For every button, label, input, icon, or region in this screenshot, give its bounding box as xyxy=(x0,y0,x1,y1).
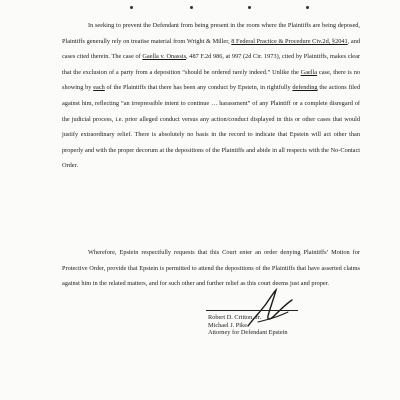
citation-treatise: 8 Federal Practice & Procedure Civ.2d, §2041 xyxy=(231,37,348,45)
signature-block xyxy=(208,314,288,337)
text-run: , and cases cited therein. The case of xyxy=(62,37,360,61)
signer-name-2: Michael J. Pike xyxy=(208,321,247,329)
case-name-short: Gaella xyxy=(300,68,318,76)
header-dot xyxy=(306,6,309,9)
text-run: In seeking to prevent the Defendant from being present in the room where the Plaintiffs are being deposed, Plaintiffs generally rely on treatise material from Wright & Miller, xyxy=(62,22,360,45)
header-dot xyxy=(248,6,251,9)
text-run: the actions filed against him, reflecting “an irrepressible intent to continue … harassment” of any Plaintiff or a complete disregard of the judicial process, i.e. prior alleged conduct versus any action/conduct displayed in this or other cases that would justify extraordinary relief. There is absolutely no basis in the record to indicate that Epstein will act other than properly and with the proper decorum at the depositions of the Plaintiffs and abide in all respects with the No-Contact Order. xyxy=(62,84,360,170)
text-run: case, there is no showing by xyxy=(62,68,360,92)
emphasis-defending: defending xyxy=(292,84,318,92)
signer-title: Attorney for Defendant Epstein xyxy=(208,329,288,337)
case-name: Gaella v. Onassis xyxy=(142,53,187,61)
header-dots xyxy=(130,6,310,12)
body-paragraph-2: Wherefore, Epstein respectfully requests that this Court enter an order denying Plaintiffs’ Motion for Protective Order, provide that Epstein is permitted to attend the depositions of the Plaintiffs that have asserted claims against him in the related matters, and for such other and further relief as this court deems just and proper. xyxy=(62,249,360,288)
text-run: , 487 F.2d 986, at 997 (2d Cir. 1973), cited by Plaintiffs, makes clear that the exclusion of a party from a deposition “should be ordered rarely indeed.” Unlike the xyxy=(62,53,360,76)
text-run: of the Plaintiffs that there has been any conduct by Epstein, in rightfully xyxy=(104,84,293,92)
emphasis-each: each xyxy=(93,84,105,92)
signer-name-1: Robert D. Critton, Jr. xyxy=(208,314,262,321)
header-dot xyxy=(130,6,133,9)
body-paragraph-1 xyxy=(62,18,360,174)
header-dot xyxy=(190,6,193,9)
signature-line xyxy=(206,310,298,311)
